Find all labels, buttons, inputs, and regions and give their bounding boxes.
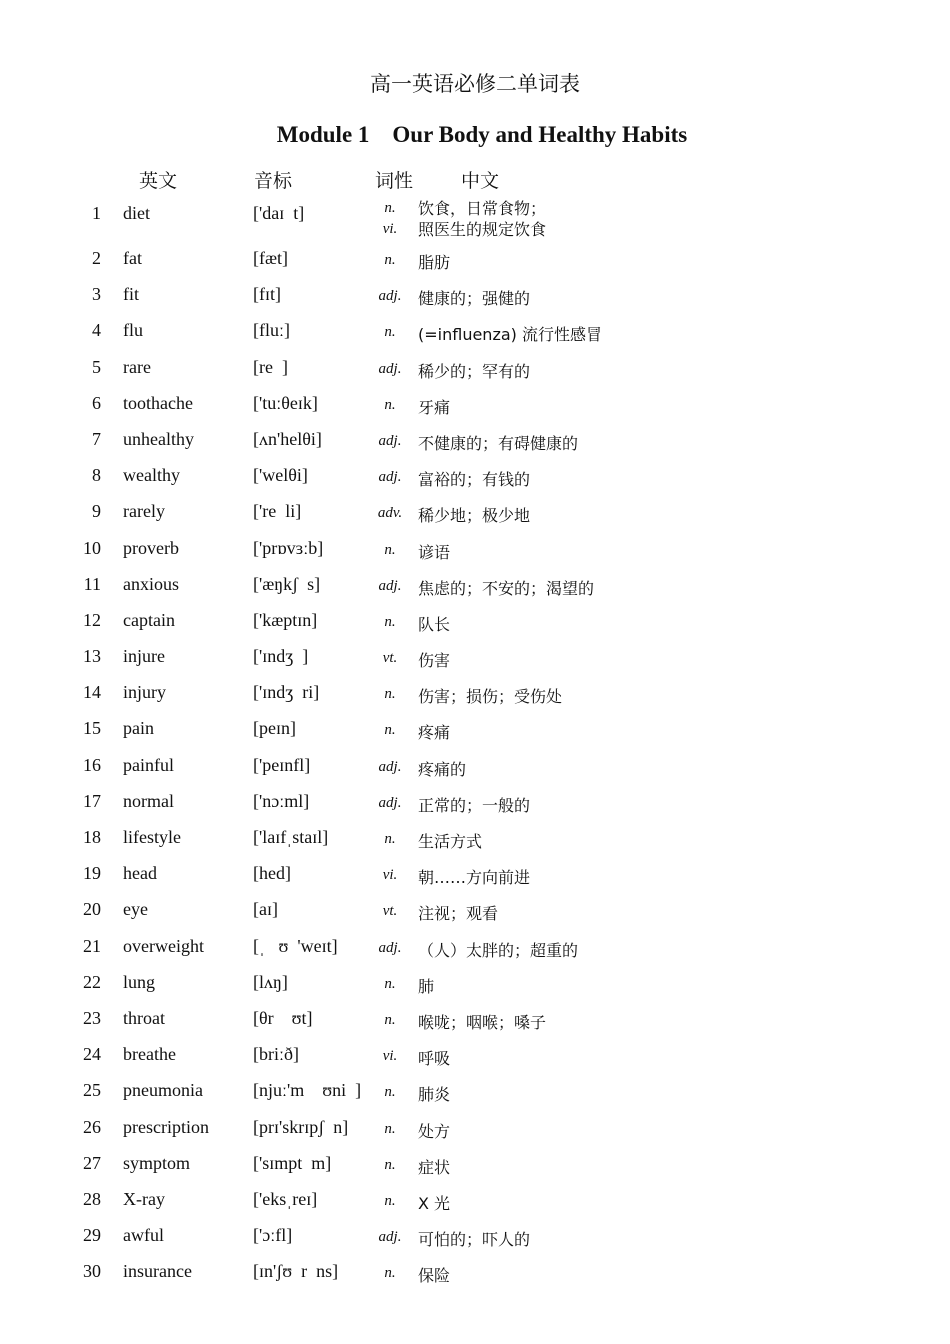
vocab-row [0, 1181, 950, 1217]
row-number: 29 [83, 1225, 101, 1246]
part-of-speech: vt. [382, 903, 398, 920]
chinese-meaning: 保险 [418, 1266, 451, 1286]
part-of-speech: n. [384, 1192, 396, 1209]
phonetic: ['eksˌreɪ] [253, 1188, 318, 1209]
english-word: captain [123, 609, 175, 630]
phonetic: ['nɔːml] [253, 790, 310, 811]
row-number: 3 [92, 284, 101, 305]
row-number: 5 [92, 356, 101, 377]
row-number: 14 [83, 682, 101, 703]
phonetic: ['kæptɪn] [253, 609, 318, 630]
english-word: throat [123, 1007, 165, 1028]
chinese-meaning: 喉咙；咽喉；嗓子 [418, 1012, 547, 1032]
phonetic: ['tuːθeɪk] [253, 392, 318, 413]
row-number: 15 [83, 718, 101, 739]
chinese-meaning: 生活方式 [418, 832, 483, 851]
english-word: symptom [123, 1152, 191, 1173]
phonetic: ['daɪ t] [253, 203, 305, 223]
vocab-row [0, 964, 950, 1000]
part-of-speech [372, 198, 408, 240]
row-number: 9 [92, 501, 101, 522]
part-of-speech: adj. [378, 794, 402, 811]
vocab-row [0, 530, 950, 566]
chinese-meaning: 不健康的；有碍健康的 [418, 433, 579, 453]
phonetic: ['welθi] [253, 465, 308, 486]
header-english: 英文 [139, 171, 178, 192]
row-number: 1 [92, 203, 101, 223]
phonetic: ['ɪndʒ ri] [253, 682, 320, 703]
row-number: 18 [83, 827, 101, 847]
chinese-meaning: 呼吸 [418, 1049, 451, 1069]
vocab-row [0, 1217, 950, 1253]
row-number: 11 [83, 573, 101, 594]
part-of-speech: adv. [377, 505, 403, 522]
row-number: 21 [83, 935, 101, 956]
part-of-speech: n. [384, 613, 396, 630]
chinese-meaning: 处方 [418, 1121, 451, 1141]
row-number: 4 [92, 320, 101, 341]
english-word: X-ray [123, 1188, 165, 1209]
chinese-meaning: 焦虑的；不安的；渴望的 [418, 578, 595, 598]
vocab-row [0, 928, 950, 964]
chinese-meaning [418, 198, 546, 240]
row-number: 12 [83, 609, 101, 630]
vocab-row [0, 1253, 950, 1289]
part-of-speech: vi. [382, 867, 398, 884]
row-number: 7 [92, 428, 101, 449]
phonetic: [njuː'm ʊni ] [253, 1080, 362, 1101]
phonetic: ['re li] [253, 501, 302, 522]
part-of-speech: n. [384, 722, 396, 739]
vocab-row [0, 1036, 950, 1072]
row-number: 26 [83, 1116, 101, 1137]
phonetic: [prɪ'skrɪpʃ n] [253, 1116, 349, 1137]
english-word: flu [123, 320, 143, 341]
phonetic: [fæt] [253, 248, 288, 268]
header-chinese: 中文 [461, 171, 500, 192]
vocabulary-list [0, 195, 950, 1289]
phonetic: ['sɪmpt m] [253, 1152, 332, 1173]
english-word: fat [123, 248, 142, 268]
english-word: rare [123, 356, 151, 377]
english-word: rarely [123, 501, 165, 522]
phonetic: ['æŋkʃ s] [253, 573, 321, 594]
part-of-speech: adj. [378, 577, 402, 594]
row-number: 17 [83, 790, 101, 811]
phonetic: [lʌŋ] [253, 971, 288, 992]
phonetic: [ʌn'helθi] [253, 428, 322, 449]
part-of-speech: adj. [378, 758, 402, 775]
chinese-meaning: 脂肪 [418, 253, 451, 272]
english-word: painful [123, 754, 174, 775]
vocab-row [0, 602, 950, 638]
english-word: injure [123, 646, 165, 667]
vocab-row [0, 1145, 950, 1181]
row-number: 13 [83, 646, 101, 667]
row-number: 20 [83, 899, 101, 920]
row-number: 16 [83, 754, 101, 775]
chinese-meaning: 肺 [418, 976, 435, 996]
vocab-row [0, 783, 950, 819]
phonetic: [θr ʊt] [253, 1007, 313, 1028]
part-of-speech: adj. [378, 360, 402, 377]
header-pos: 词性 [375, 171, 414, 192]
part-of-speech: n. [384, 1265, 396, 1282]
part-of-speech: n. [384, 1156, 396, 1173]
chinese-meaning: 稀少地；极少地 [418, 506, 531, 526]
english-word: awful [123, 1225, 164, 1246]
phonetic: [ˌ ʊ 'weɪt] [253, 935, 338, 956]
chinese-meaning: 肺炎 [418, 1085, 451, 1105]
english-word: toothache [123, 392, 193, 413]
header-phonetic: 音标 [254, 171, 293, 192]
vocab-row [0, 240, 950, 276]
vocab-row [0, 710, 950, 746]
phonetic: [hed] [253, 863, 291, 884]
part-of-speech: n. [384, 686, 396, 703]
english-word: unhealthy [123, 428, 194, 449]
part-of-speech: n. [384, 831, 396, 847]
part-of-speech: n. [384, 1120, 396, 1137]
part-of-speech: adj. [378, 469, 402, 486]
chinese-meaning: 队长 [418, 614, 451, 634]
vocab-row [0, 566, 950, 602]
row-number: 28 [83, 1188, 101, 1209]
chinese-meaning: 健康的；强健的 [418, 289, 531, 309]
row-number: 24 [83, 1044, 101, 1065]
english-word: pain [123, 718, 154, 739]
chinese-meaning: 症状 [418, 1157, 451, 1177]
row-number: 10 [83, 537, 101, 558]
chinese-meaning: X 光 [418, 1193, 451, 1213]
part-of-speech-1: n. [384, 200, 396, 216]
chinese-meaning: 朝……方向前进 [418, 868, 531, 888]
phonetic: ['laɪfˌstaɪl] [253, 827, 329, 847]
chinese-meaning-1: 饮食，日常食物； [418, 199, 547, 218]
vocab-row [0, 747, 950, 783]
part-of-speech: n. [384, 252, 396, 268]
chinese-meaning: 注视；观看 [418, 904, 499, 924]
phonetic: ['ɪndʒ ] [253, 646, 309, 667]
row-number: 27 [83, 1152, 101, 1173]
row-number: 19 [83, 863, 101, 884]
english-word: pneumonia [123, 1080, 203, 1101]
vocab-row [0, 819, 950, 855]
part-of-speech-2: vi. [382, 221, 398, 237]
part-of-speech: n. [384, 541, 396, 558]
english-word: injury [123, 682, 166, 703]
part-of-speech: adj. [378, 1229, 402, 1246]
chinese-meaning: 正常的；一般的 [418, 795, 531, 815]
phonetic: [fɪt] [253, 284, 281, 305]
phonetic: ['peɪnfl] [253, 754, 311, 775]
row-number: 30 [83, 1261, 101, 1282]
phonetic: [fluː] [253, 320, 290, 341]
part-of-speech: vt. [382, 650, 398, 667]
vocab-row [0, 891, 950, 927]
chinese-meaning: 伤害 [418, 651, 451, 671]
phonetic: [aɪ] [253, 899, 278, 920]
part-of-speech: adj. [378, 288, 402, 305]
row-number: 6 [92, 392, 101, 413]
part-of-speech: n. [384, 396, 396, 413]
vocab-row [0, 1109, 950, 1145]
module-title: Module 1 Our Body and Healthy Habits [276, 122, 688, 147]
chinese-meaning: 牙痛 [418, 397, 451, 417]
part-of-speech: n. [384, 324, 396, 341]
vocab-row [0, 421, 950, 457]
phonetic: ['ɔːfl] [253, 1225, 293, 1246]
phonetic: [re ] [253, 356, 288, 377]
vocab-row [0, 312, 950, 348]
english-word: head [123, 863, 157, 884]
english-word: insurance [123, 1261, 192, 1282]
row-number: 23 [83, 1007, 101, 1028]
part-of-speech: n. [384, 1084, 396, 1101]
vocab-row [0, 1072, 950, 1108]
vocab-row [0, 855, 950, 891]
vocab-row [0, 385, 950, 421]
chinese-meaning: 富裕的；有钱的 [418, 470, 531, 490]
part-of-speech: n. [384, 975, 396, 992]
vocab-row [0, 349, 950, 385]
part-of-speech: vi. [382, 1048, 398, 1065]
english-word: overweight [123, 935, 204, 956]
phonetic: ['prɒvɜːb] [253, 537, 324, 558]
part-of-speech: adj. [378, 939, 402, 956]
vocab-row [0, 195, 950, 240]
phonetic: [peɪn] [253, 718, 296, 739]
english-word: anxious [123, 573, 179, 594]
document-title: 高一英语必修二单词表 [370, 72, 580, 96]
vocab-row [0, 457, 950, 493]
chinese-meaning: （人）太胖的；超重的 [418, 940, 579, 960]
english-word: normal [123, 790, 174, 811]
vocab-row [0, 1000, 950, 1036]
row-number: 8 [92, 465, 101, 486]
row-number: 25 [83, 1080, 101, 1101]
chinese-meaning: (=influenza) 流行性感冒 [418, 325, 602, 345]
english-word: lung [123, 971, 156, 992]
chinese-meaning: 谚语 [418, 542, 451, 562]
english-word: wealthy [123, 465, 180, 486]
chinese-meaning: 可怕的；吓人的 [418, 1230, 531, 1250]
english-word: diet [123, 203, 150, 223]
english-word: proverb [123, 537, 179, 558]
english-word: breathe [123, 1044, 176, 1065]
phonetic: [briːð] [253, 1044, 299, 1065]
vocab-row [0, 276, 950, 312]
english-word: prescription [123, 1116, 209, 1137]
english-word: eye [123, 899, 148, 920]
chinese-meaning-2: 照医生的规定饮食 [418, 220, 547, 239]
chinese-meaning: 稀少的；罕有的 [418, 361, 531, 381]
chinese-meaning: 疼痛 [418, 723, 451, 743]
vocab-row [0, 638, 950, 674]
vocab-row [0, 493, 950, 529]
row-number: 22 [83, 971, 101, 992]
chinese-meaning: 疼痛的 [418, 759, 467, 779]
row-number: 2 [92, 248, 101, 268]
chinese-meaning: 伤害；损伤；受伤处 [418, 687, 563, 707]
english-word: lifestyle [123, 827, 181, 847]
part-of-speech: n. [384, 1011, 396, 1028]
part-of-speech: adj. [378, 432, 402, 449]
english-word: fit [123, 284, 139, 305]
phonetic: [ɪn'ʃʊ r ns] [253, 1261, 339, 1282]
vocab-row [0, 674, 950, 710]
